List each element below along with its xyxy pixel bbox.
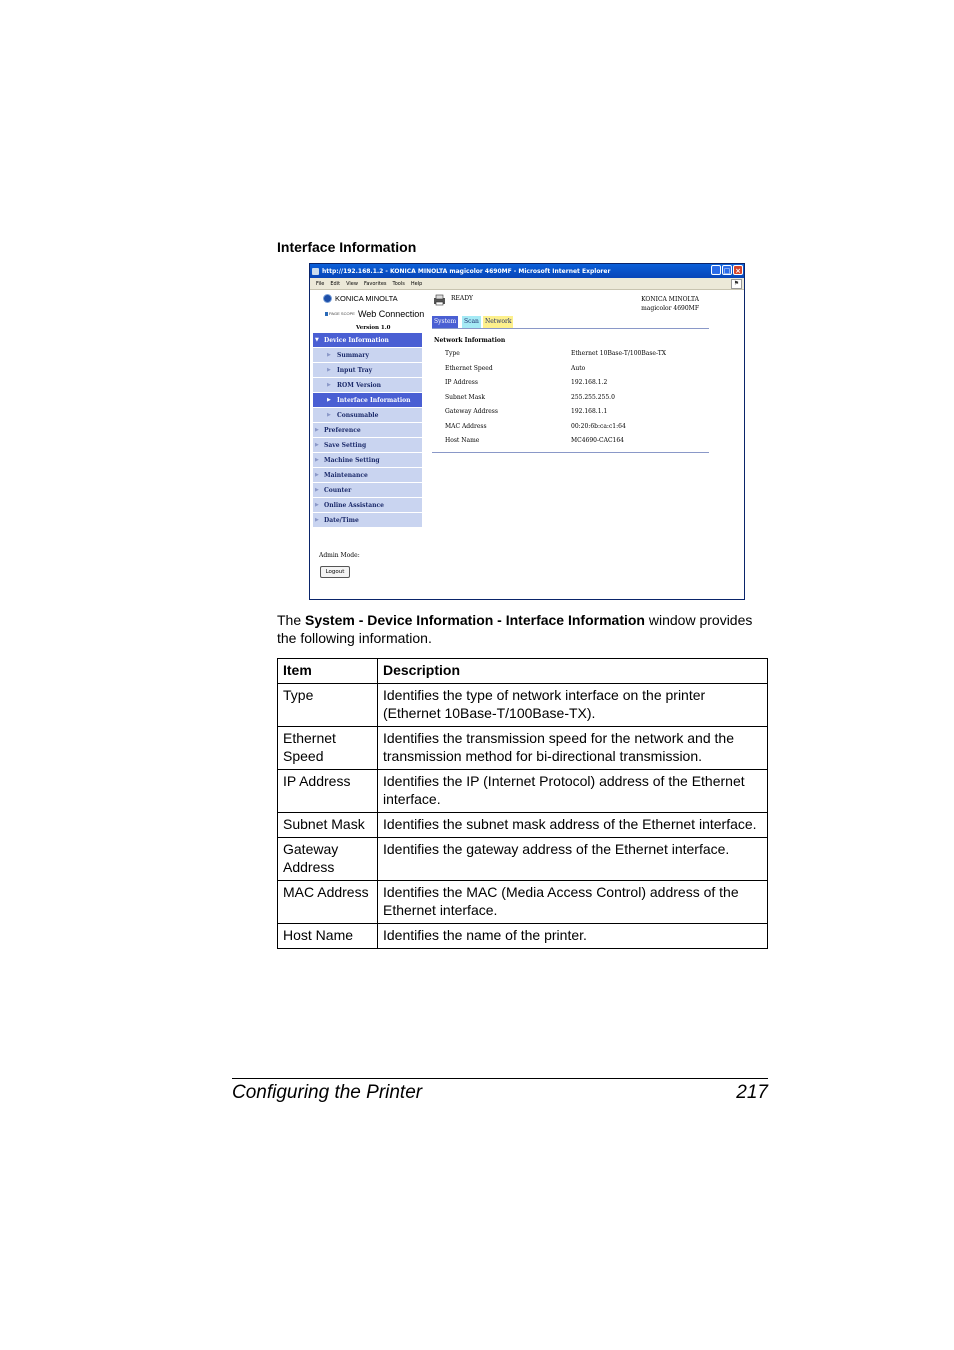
triangle-right-icon: ▶ <box>315 427 319 433</box>
footer-rule <box>232 1078 768 1079</box>
nav-item[interactable] <box>313 348 422 362</box>
maximize-icon[interactable]: □ <box>723 267 731 275</box>
printer-icon <box>433 294 446 306</box>
triangle-right-icon: ▶ <box>315 442 319 448</box>
web-connection-page <box>310 290 744 600</box>
info-value: 00:20:6b:ca:c1:64 <box>571 422 626 430</box>
version-label: Version 1.0 <box>356 325 391 331</box>
header-item: Item <box>278 659 378 684</box>
nav-item[interactable] <box>313 468 422 482</box>
table-row <box>278 770 768 813</box>
nav-item-label: Save Setting <box>324 441 367 449</box>
intro-bold: System - Device Information - Interface Information <box>305 612 645 628</box>
triangle-right-icon: ▶ <box>315 517 319 523</box>
description-cell: Identifies the transmission speed for the network and the transmission method for bi-directional transmission. <box>378 727 768 770</box>
info-row <box>445 394 705 408</box>
description-cell: Identifies the MAC (Media Access Control) address of the Ethernet interface. <box>378 881 768 924</box>
browser-menubar <box>310 278 744 290</box>
intro-paragraph <box>277 611 769 647</box>
triangle-right-icon: ▶ <box>315 487 319 493</box>
item-cell: Gateway Address <box>278 838 378 881</box>
tab-system[interactable]: System <box>432 316 458 328</box>
menu-help[interactable]: Help <box>410 280 423 287</box>
browser-screenshot <box>309 263 745 600</box>
konica-minolta-logo <box>323 294 398 303</box>
triangle-right-icon: ▶ <box>327 397 331 403</box>
table-row <box>278 838 768 881</box>
info-value: 192.168.1.1 <box>571 408 608 415</box>
menu-view[interactable]: View <box>346 280 358 287</box>
description-cell: Identifies the IP (Internet Protocol) address of the Ethernet interface. <box>378 770 768 813</box>
nav-item[interactable] <box>313 483 422 497</box>
info-key: Gateway Address <box>445 408 498 415</box>
info-row <box>445 437 705 451</box>
intro-prefix: The <box>277 612 306 628</box>
triangle-down-icon: ▼ <box>315 337 319 343</box>
menu-tools[interactable]: Tools <box>392 280 405 287</box>
nav-item-label: Maintenance <box>324 471 368 479</box>
intro-suffix: window provides the following information. <box>277 612 753 646</box>
model-text <box>641 295 699 313</box>
logout-button[interactable]: Logout <box>320 566 350 578</box>
status-text: READY <box>451 295 474 302</box>
triangle-right-icon: ▶ <box>327 382 331 388</box>
info-value: 255.255.255.0 <box>571 393 615 401</box>
section-heading: Interface Information <box>277 239 417 255</box>
tab-network[interactable]: Network <box>483 316 513 328</box>
page-number: 217 <box>736 1082 768 1103</box>
nav-item[interactable] <box>313 513 422 527</box>
model-line-1: KONICA MINOLTA <box>641 296 699 303</box>
nav-item-label: Preference <box>324 426 361 434</box>
table-row <box>278 813 768 838</box>
close-icon[interactable]: × <box>733 265 743 275</box>
menu-edit[interactable]: Edit <box>330 280 341 287</box>
item-cell: Host Name <box>278 924 378 949</box>
item-cell: Type <box>278 684 378 727</box>
nav-item[interactable] <box>313 438 422 452</box>
nav-item[interactable] <box>313 423 422 437</box>
table-row <box>278 727 768 770</box>
table-row <box>278 684 768 727</box>
table-row <box>278 924 768 949</box>
item-cell: MAC Address <box>278 881 378 924</box>
info-key: Ethernet Speed <box>445 364 493 372</box>
nav-item-label: Counter <box>324 486 352 494</box>
nav-item[interactable] <box>313 453 422 467</box>
info-row <box>445 365 705 379</box>
table-header-row <box>278 659 768 684</box>
description-cell: Identifies the type of network interface on the printer (Ethernet 10Base-T/100Base-TX). <box>378 684 768 727</box>
nav-item-label: Consumable <box>337 411 379 419</box>
info-row <box>445 423 705 437</box>
info-key: Type <box>445 350 460 357</box>
nav-item-label: ROM Version <box>337 381 382 389</box>
info-value: 192.168.1.2 <box>571 379 608 386</box>
network-info-heading: Network Information <box>434 337 506 344</box>
triangle-right-icon: ▶ <box>315 457 319 463</box>
info-key: Subnet Mask <box>445 393 485 401</box>
ie-icon <box>312 268 319 275</box>
nav-item-label: Interface Information <box>337 396 411 404</box>
nav-item-label: Summary <box>337 351 369 359</box>
nav-item-label: Input Tray <box>337 366 373 374</box>
info-row <box>445 379 705 393</box>
footer-title: Configuring the Printer <box>232 1082 423 1103</box>
nav-item-label: Online Assistance <box>324 501 384 509</box>
pagescope-mark: PAGE SCOPE <box>325 312 355 316</box>
nav-item[interactable] <box>313 333 422 347</box>
model-line-2: magicolor 4690MF <box>641 305 699 312</box>
nav-item[interactable] <box>313 408 422 422</box>
browser-title-bar <box>310 264 744 278</box>
nav-item[interactable] <box>313 363 422 377</box>
windows-flag-icon: ⚑ <box>731 279 742 289</box>
info-divider <box>432 452 709 453</box>
menu-favorites[interactable]: Favorites <box>363 280 387 287</box>
item-cell: Subnet Mask <box>278 813 378 838</box>
description-cell: Identifies the name of the printer. <box>378 924 768 949</box>
info-key: IP Address <box>445 379 478 386</box>
nav-item[interactable] <box>313 393 422 407</box>
nav-item[interactable] <box>313 378 422 392</box>
description-table <box>277 658 768 949</box>
triangle-right-icon: ▶ <box>327 352 331 358</box>
nav-item-label: Date/Time <box>324 516 359 524</box>
pagescope-logo <box>325 309 424 319</box>
triangle-right-icon: ▶ <box>327 412 331 418</box>
brand-text: KONICA MINOLTA <box>335 294 398 303</box>
app-name: Web Connection <box>357 309 425 319</box>
triangle-right-icon: ▶ <box>315 472 319 478</box>
side-nav <box>313 333 422 528</box>
info-value: Auto <box>571 364 586 372</box>
header-description: Description <box>378 659 768 684</box>
admin-mode-label: Admin Mode: <box>319 552 360 559</box>
description-cell: Identifies the subnet mask address of the Ethernet interface. <box>378 813 768 838</box>
info-row <box>445 408 705 422</box>
menu-file[interactable]: File <box>316 280 325 287</box>
triangle-right-icon: ▶ <box>327 367 331 373</box>
description-cell: Identifies the gateway address of the Ethernet interface. <box>378 838 768 881</box>
info-key: Host Name <box>445 437 480 444</box>
tab-scan[interactable]: Scan <box>462 316 481 328</box>
info-value: Ethernet 10Base-T/100Base-TX <box>571 350 667 357</box>
info-row <box>445 350 705 364</box>
globe-logo-icon <box>323 294 332 303</box>
browser-title: http://192.168.1.2 - KONICA MINOLTA magicolor 4690MF - Microsoft Internet Explorer <box>322 267 611 275</box>
info-value: MC4690-CAC164 <box>571 437 624 444</box>
table-row <box>278 881 768 924</box>
minimize-icon[interactable]: _ <box>711 265 721 275</box>
item-cell: Ethernet Speed <box>278 727 378 770</box>
triangle-right-icon: ▶ <box>315 502 319 508</box>
item-cell: IP Address <box>278 770 378 813</box>
tab-divider <box>432 328 709 329</box>
nav-item-label: Device Information <box>324 336 389 344</box>
info-key: MAC Address <box>445 422 487 430</box>
nav-item[interactable] <box>313 498 422 512</box>
nav-item-label: Machine Setting <box>324 456 380 464</box>
